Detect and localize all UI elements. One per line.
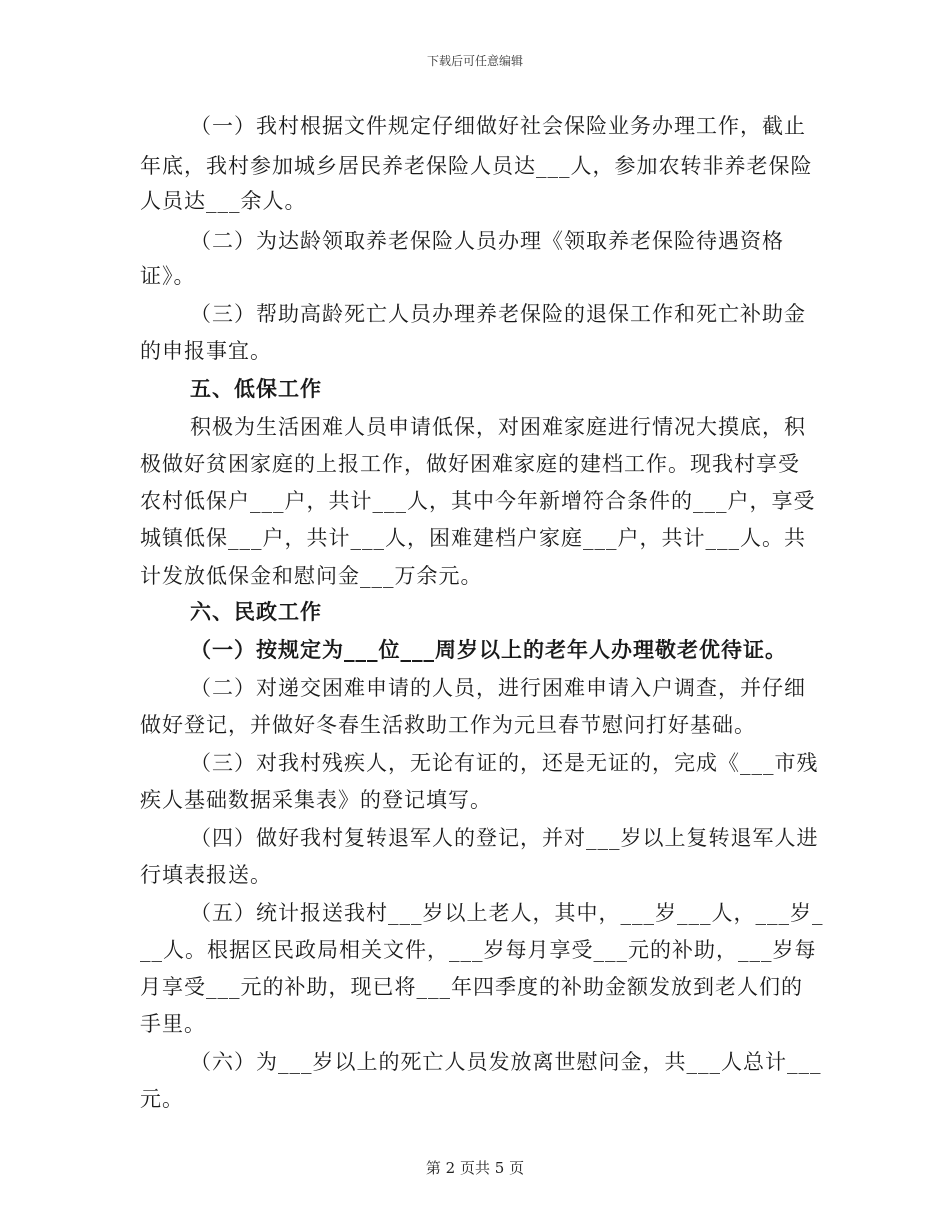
paragraph-line: 的申报事宜。	[140, 339, 272, 363]
paragraph-line: 证》。	[140, 264, 196, 288]
page-footer: 第 2 页共 5 页	[425, 1159, 525, 1177]
paragraph-line: 积极为生活困难人员申请低保，对困难家庭进行情况大摸底，积	[190, 415, 806, 439]
paragraph-line: （五）统计报送我村___岁以上老人，其中，___岁___人，___岁_	[190, 901, 824, 925]
section-heading: 六、民政工作	[190, 600, 322, 624]
paragraph-line: __人。根据区民政局相关文件，___岁每月享受___元的补助，___岁每	[140, 938, 817, 962]
paragraph-line: （一）我村根据文件规定仔细做好社会保险业务办理工作，截止	[190, 114, 806, 138]
paragraph-line: （二）为达龄领取养老保险人员办理《领取养老保险待遇资格	[190, 229, 784, 253]
paragraph-line: 做好登记，并做好冬春生活救助工作为元旦春节慰问打好基础。	[140, 713, 756, 737]
paragraph-line: （四）做好我村复转退军人的登记，并对___岁以上复转退军人进	[190, 826, 819, 850]
bold-paragraph-line: （一）按规定为___位___周岁以上的老年人办理敬老优待证。	[190, 638, 787, 662]
paragraph-line: （三）对我村残疾人，无论有证的，还是无证的，完成《___市残	[190, 751, 819, 775]
paragraph-line: （二）对递交困难申请的人员，进行困难申请入户调查，并仔细	[190, 676, 806, 700]
paragraph-line: （三）帮助高龄死亡人员办理养老保险的退保工作和死亡补助金	[190, 302, 806, 326]
paragraph-line: 计发放低保金和慰问金___万余元。	[140, 564, 483, 588]
paragraph-line: （六）为___岁以上的死亡人员发放离世慰问金，共___人总计___	[190, 1050, 822, 1074]
paragraph-line: 疾人基础数据采集表》的登记填写。	[140, 788, 492, 812]
paragraph-line: 年底，我村参加城乡居民养老保险人员达___人，参加农转非养老保险	[140, 154, 813, 178]
paragraph-line: 行填表报送。	[140, 863, 272, 887]
paragraph-line: 元。	[140, 1087, 184, 1111]
paragraph-line: 人员达___余人。	[140, 189, 307, 213]
section-heading: 五、低保工作	[190, 377, 322, 401]
paragraph-line: 极做好贫困家庭的上报工作，做好困难家庭的建档工作。现我村享受	[140, 452, 800, 476]
paragraph-line: 月享受___元的补助，现已将___年四季度的补助金额发放到老人们的	[140, 975, 803, 999]
paragraph-line: 城镇低保___户，共计___人，困难建档户家庭___户，共计___人。共	[140, 526, 806, 550]
page-header: 下载后可任意编辑	[426, 54, 523, 68]
paragraph-line: 手里。	[140, 1012, 206, 1036]
paragraph-line: 农村低保户___户，共计___人，其中今年新增符合条件的___户，享受	[140, 489, 816, 513]
